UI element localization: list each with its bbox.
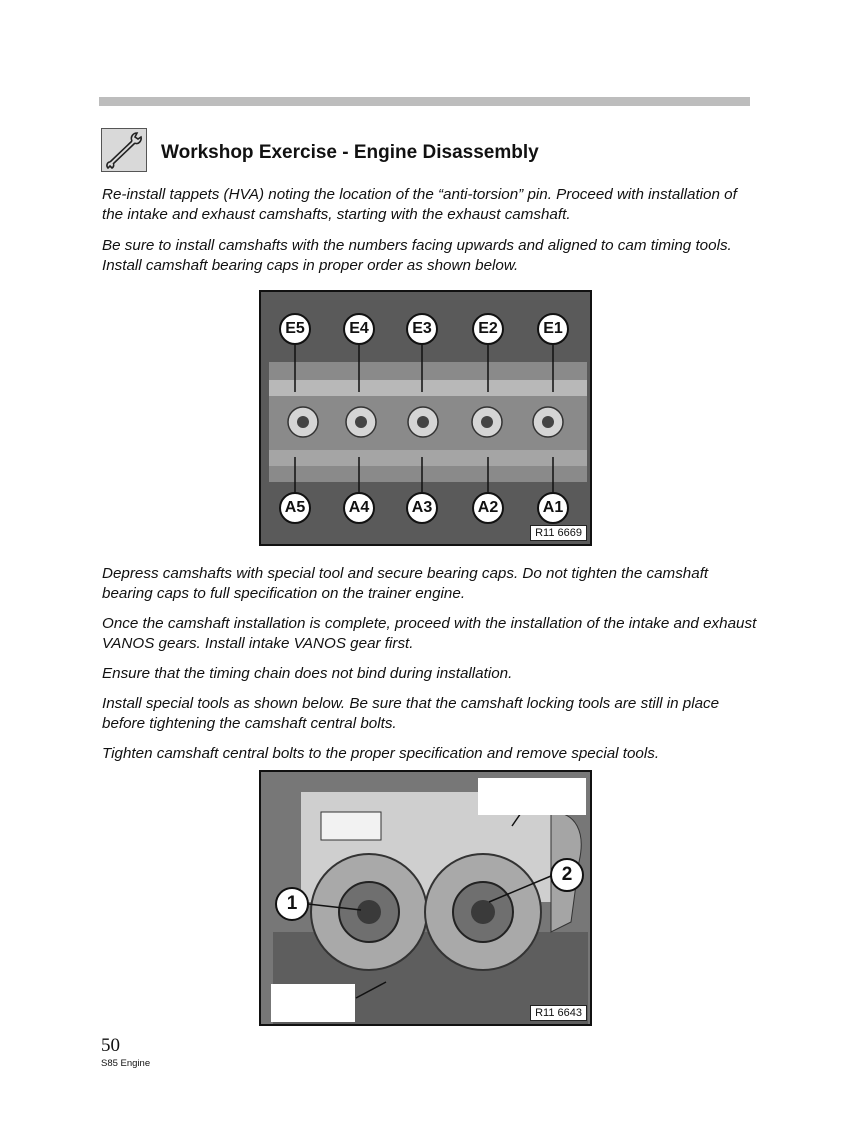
redaction-box xyxy=(478,778,586,815)
bearing-cap-label-e4: E4 xyxy=(343,313,375,345)
bearing-cap-label-a1: A1 xyxy=(537,492,569,524)
page-title: Workshop Exercise - Engine Disassembly xyxy=(161,142,539,163)
wrench-icon xyxy=(102,129,146,171)
instruction-paragraph: Install special tools as shown below. Be sure that the camshaft locking tools are still in place before tightening the camshaft central bolts. xyxy=(102,695,720,732)
bearing-cap-label-e3: E3 xyxy=(406,313,438,345)
footer-doc-title: S85 Engine xyxy=(101,1058,151,1069)
bearing-cap-label-e5: E5 xyxy=(279,313,311,345)
instruction-paragraph: Tighten camshaft central bolts to the proper specification and remove special tools. xyxy=(102,745,660,762)
tool-label-2: 2 xyxy=(550,858,584,892)
instruction-paragraph: Be sure to install camshafts with the numbers facing upwards and aligned to cam timing tools. Install camshaft bearing caps in proper order as shown below. xyxy=(102,237,732,274)
bearing-cap-label-a4: A4 xyxy=(343,492,375,524)
header-rule xyxy=(99,97,750,106)
camshaft-bearing-caps-figure xyxy=(259,290,592,546)
exercise-icon-box xyxy=(101,128,147,172)
tool-label-1: 1 xyxy=(275,887,309,921)
redaction-box xyxy=(271,984,355,1022)
figure-code: R11 6643 xyxy=(530,1005,587,1021)
bearing-cap-label-e1: E1 xyxy=(537,313,569,345)
bearing-cap-label-e2: E2 xyxy=(472,313,504,345)
instruction-paragraph: Once the camshaft installation is complete, proceed with the installation of the intake and exhaust VANOS gears. Install intake VANOS gear first. xyxy=(102,615,757,652)
vanos-special-tools-figure xyxy=(259,770,592,1026)
instruction-paragraph: Depress camshafts with special tool and secure bearing caps. Do not tighten the camshaft bearing caps to full specification on the trainer engine. xyxy=(102,565,709,602)
instruction-paragraph: Ensure that the timing chain does not bind during installation. xyxy=(102,665,513,682)
bearing-cap-label-a2: A2 xyxy=(472,492,504,524)
bearing-cap-label-a3: A3 xyxy=(406,492,438,524)
instruction-paragraph: Re-install tappets (HVA) noting the location of the “anti-torsion” pin. Proceed with installation of the intake and exhaust camshafts, starting with the exhaust camshaft. xyxy=(102,186,737,223)
bearing-cap-label-a5: A5 xyxy=(279,492,311,524)
page-number: 50 xyxy=(101,1035,120,1056)
figure-code: R11 6669 xyxy=(530,525,587,541)
